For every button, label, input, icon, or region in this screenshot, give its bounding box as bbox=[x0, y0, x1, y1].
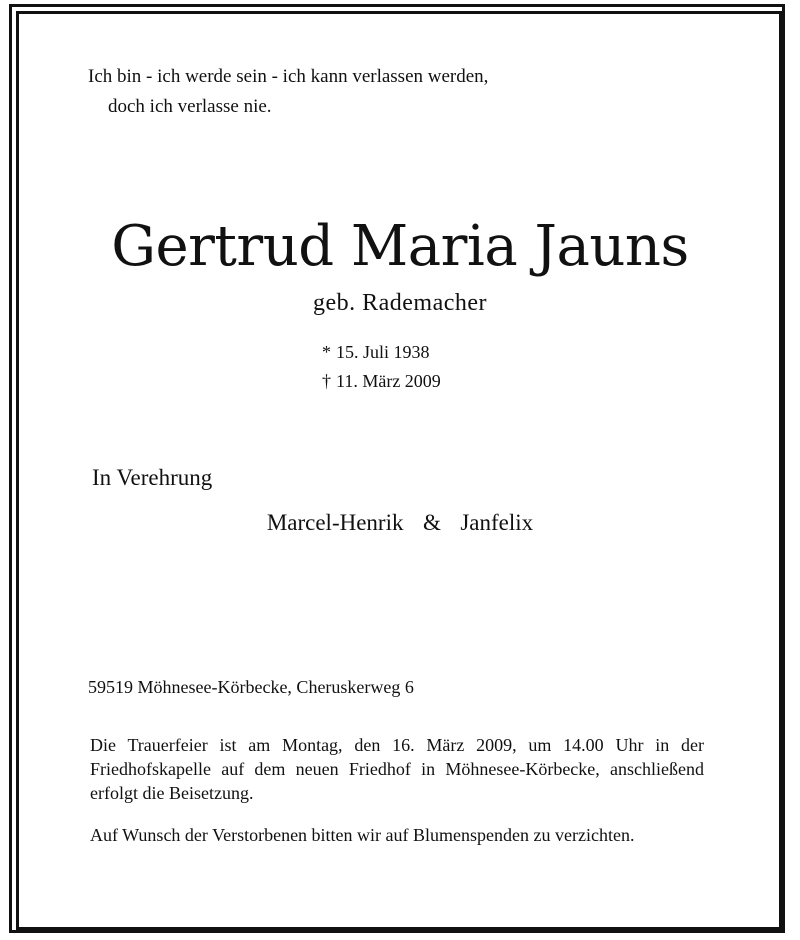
birth-date: 15. Juli 1938 bbox=[336, 342, 430, 362]
tribute-heading: In Verehrung bbox=[92, 465, 213, 490]
mourners-names bbox=[0, 510, 800, 536]
death-date: 11. März 2009 bbox=[336, 371, 441, 391]
motto-quote bbox=[88, 62, 488, 122]
motto-line-1: Ich bin - ich werde sein - ich kann verlassen werden, bbox=[88, 66, 489, 87]
cross-icon: † bbox=[322, 371, 331, 391]
flowers-notice: Auf Wunsch der Verstorbenen bitten wir auf Blumenspenden zu verzichten. bbox=[90, 825, 635, 845]
death-row bbox=[322, 367, 441, 396]
motto-line-2: doch ich verlasse nie. bbox=[108, 96, 272, 117]
life-dates bbox=[322, 338, 441, 396]
deceased-name: Gertrud Maria Jauns bbox=[111, 214, 689, 279]
birth-name: geb. Rademacher bbox=[312, 290, 488, 316]
mourners-text: Marcel-Henrik & Janfelix bbox=[266, 510, 534, 535]
funeral-notice: Die Trauerfeier ist am Montag, den 16. März 2009, um 14.00 Uhr in der Friedhofskapelle auf dem neuen Friedhof in Möhnesee-Körbecke, anschließend erfolgt die Beisetzung. bbox=[90, 735, 704, 803]
address: 59519 Möhnesee-Körbecke, Cheruskerweg 6 bbox=[88, 677, 414, 697]
star-icon: * bbox=[322, 342, 331, 362]
birth-row bbox=[322, 338, 441, 367]
